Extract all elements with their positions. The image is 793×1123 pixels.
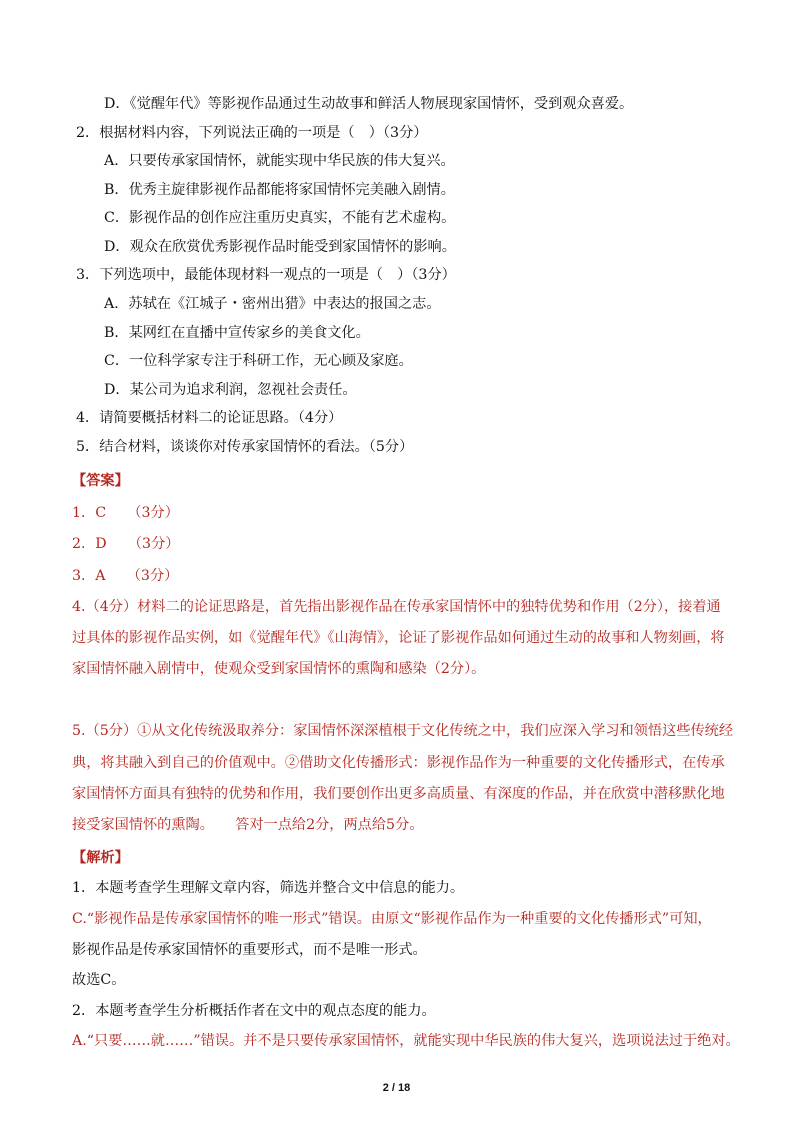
page-number: 2 / 18 — [382, 1082, 411, 1094]
answer-4-line-1: 4.（4分）材料二的论证思路是，首先指出影视作品在传承家国情怀中的独特优势和作用（2分），接着通 — [72, 599, 721, 615]
answer-1: 1．C （3分） — [72, 505, 179, 521]
analysis-2: 2．本题考查学生分析概括作者在文中的观点态度的能力。 — [72, 1003, 436, 1019]
q3-option-a: A．苏轼在《江城子・密州出猎》中表达的报国之志。 — [104, 296, 441, 312]
question-4: 4．请简要概括材料二的论证思路。（4分） — [76, 410, 343, 426]
analysis-1-detail-2: 影视作品是传承家国情怀的重要形式，而不是唯一形式。 — [72, 942, 427, 958]
answer-4-line-3: 家国情怀融入剧情中，使观众受到家国情怀的熏陶和感染（2分）。 — [72, 661, 486, 677]
question-3: 3．下列选项中，最能体现材料一观点的一项是（ ）（3分） — [76, 267, 456, 283]
analysis-2-detail: A.“只要……就……”错误。并不是只要传承家国情怀，就能实现中华民族的伟大复兴，选项说法过于绝对。 — [72, 1033, 740, 1049]
answer-5-line-2: 典，将其融入到自己的价值观中。②借助文化传播形式：影视作品作为一种重要的文化传播形式，在传承 — [72, 755, 725, 771]
answer-5-line-4: 接受家国情怀的熏陶。 答对一点给2分，两点给5分。 — [72, 817, 424, 833]
analysis-1-choice: 故选C。 — [72, 972, 126, 988]
q2-option-c: C．影视作品的创作应注重历史真实，不能有艺术虚构。 — [104, 210, 456, 226]
answer-3: 3．A （3分） — [72, 568, 179, 584]
q2-option-b: B．优秀主旋律影视作品都能将家国情怀完美融入剧情。 — [104, 182, 455, 198]
q3-option-d: D．某公司为追求利润，忽视社会责任。 — [104, 382, 357, 398]
q3-option-c: C．一位科学家专注于科研工作，无心顾及家庭。 — [104, 353, 413, 369]
q2-option-d: D．观众在欣赏优秀影视作品时能受到家国情怀的影响。 — [104, 239, 456, 255]
question-5: 5．结合材料，谈谈你对传承家国情怀的看法。（5分） — [76, 439, 414, 455]
question-2: 2．根据材料内容，下列说法正确的一项是（ ）（3分） — [76, 125, 428, 141]
q1-option-d: D．《觉醒年代》等影视作品通过生动故事和鲜活人物展现家国情怀，受到观众喜爱。 — [104, 96, 634, 112]
q2-option-a: A．只要传承家国情怀，就能实现中华民族的伟大复兴。 — [104, 153, 455, 169]
analysis-1: 1．本题考查学生理解文章内容，筛选并整合文中信息的能力。 — [72, 880, 465, 896]
analysis-1-detail-1: C.“影视作品是传承家国情怀的唯一形式”错误。由原文“影视作品作为一种重要的文化传播形式”可知， — [72, 911, 712, 927]
answer-4-line-2: 过具体的影视作品实例，如《觉醒年代》《山海情》，论证了影视作品如何通过生动的故事和人物刻画，将 — [72, 630, 725, 646]
analysis-heading: 【解析】 — [72, 850, 129, 866]
answer-heading: 【答案】 — [72, 473, 129, 489]
answer-2: 2．D （3分） — [72, 536, 180, 552]
q3-option-b: B．某网红在直播中宣传家乡的美食文化。 — [104, 325, 370, 341]
answer-5-line-3: 家国情怀方面具有独特的优势和作用，我们要创作出更多高质量、有深度的作品，并在欣赏中潜移默化地 — [72, 786, 725, 802]
answer-5-line-1: 5.（5分）①从文化传统汲取养分：家国情怀深深植根于文化传统之中，我们应深入学习和领悟这些传统经 — [72, 723, 734, 739]
